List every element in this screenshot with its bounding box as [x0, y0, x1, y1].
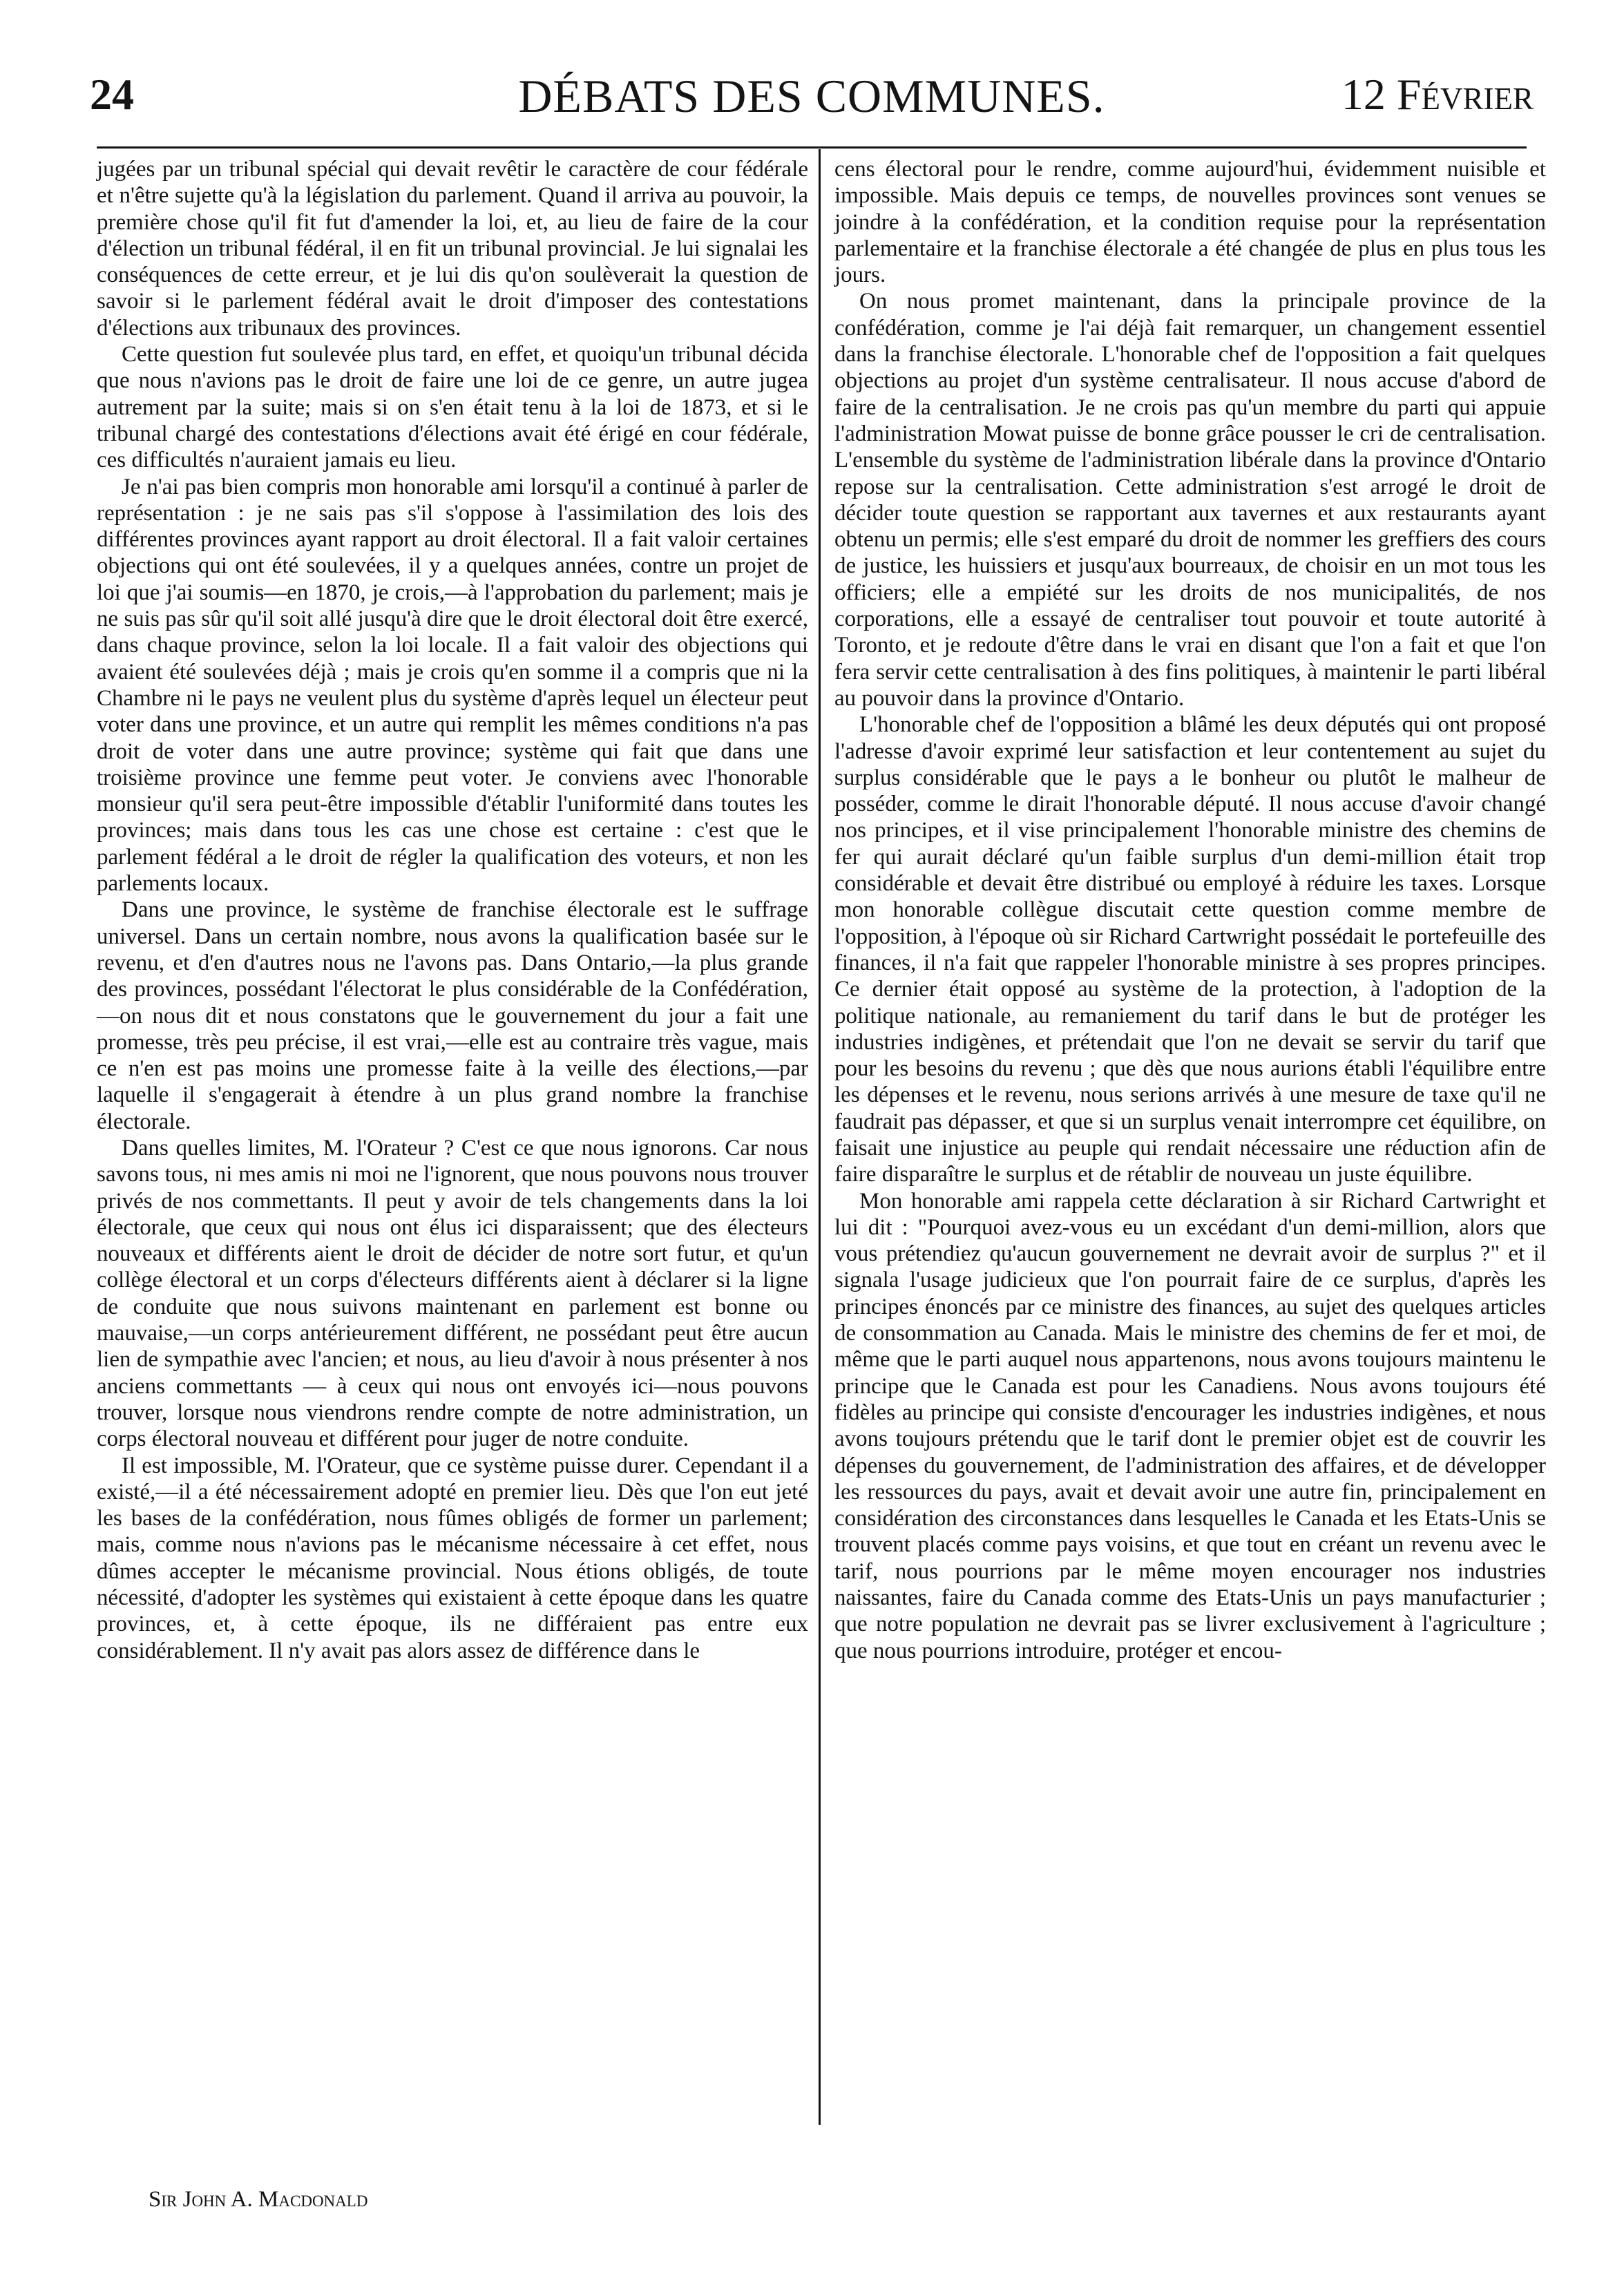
paragraph: Mon honorable ami rappela cette déclaration à sir Richard Cartwright et lui dit : "Pourquoi avez-vous eu un excédant d'un demi-million, alors que vous prétendiez qu'aucun gouvernement ne devrait avoir de surplus ?" et il signala l'usage judicieux que l'on pourrait faire de ce surplus, d'après les principes énoncés par ce ministre des finances, au sujet des quelques articles de consommation au Canada. Mais le ministre des chemins de fer et moi, de même que le parti auquel nous appartenons, nous avons toujours maintenu le principe que le Canada est pour les Canadiens. Nous avons toujours été fidèles au principe qui consiste d'encourager les industries indigènes, et nous avons toujours prétendu que le tarif dont le premier objet est de couvrir les dépenses du gouvernement, de l'administration des affaires, et de développer les ressources du pays, avait et devait avoir une autre fin, principalement en considération des circonstances dans lesquelles le Canada et les Etats-Unis se trouvent placés comme pays voisins, et que tout en créant un revenu avec le tarif, nous pourrions par le même moyen encourager nos industries naissantes, faire du Canada comme des Etats-Unis un pays manufacturier ; que notre population ne devrait pas se livrer exclusivement à l'agriculture ; que nous pourrions introduire, protéger et encou- [834, 1188, 1546, 1663]
paragraph: Il est impossible, M. l'Orateur, que ce système puisse durer. Cependant il a existé,—il a été nécessairement adopté en premier lieu. Dès que l'on eut jeté les bases de la confédération, nous fûmes obligés de former un parlement; mais, comme nous n'avions pas le mécanisme nécessaire à cet effet, nous dûmes accepter le mécanisme provincial. Nous étions obligés, de toute nécessité, d'adopter les systèmes qui existaient à cette époque dans les quatre provinces, et, à cette époque, ils ne différaient pas entre eux considérablement. Il n'y avait pas alors assez de différence dans le [97, 1453, 808, 1663]
paragraph: Dans une province, le système de franchise électorale est le suffrage universel. Dans un certain nombre, nous avons la qualification basée sur le revenu, et d'en d'autres nous ne l'avons pas. Dans Ontario,—la plus grande des provinces, possédant l'électorat le plus considérable de la Confédération,—on nous dit et nous constatons que le gouvernement du jour a fait une promesse, très peu précise, il est vrai,—elle est au contraire très vague, mais ce n'en est pas moins une promesse faite à la veille des élections,—par laquelle il s'engagerait à étendre à un plus grand nombre la franchise électorale. [97, 897, 808, 1134]
paragraph: L'honorable chef de l'opposition a blâmé les deux députés qui ont proposé l'adresse d'avoir exprimé leur satisfaction et leur contentement au sujet du surplus considérable que le pays a le bonheur ou plutôt le malheur de posséder, comme le dirait l'honorable député. Il nous accuse d'avoir changé nos principes, et il vise principalement l'honorable ministre des chemins de fer qui aurait déclaré qu'un faible surplus d'un demi-million était trop considérable et devait être distribué ou employé à réduire les taxes. Lorsque mon honorable collègue discutait cette question comme membre de l'opposition, à l'époque où sir Richard Cartwright possédait le portefeuille des finances, il n'a fait que rappeler l'honorable ministre à ses propres principes. Ce dernier était opposé au système de la protection, à l'adoption de la politique nationale, au remaniement du tarif dans le but de protéger les industries indigènes, et prétendait que l'on ne devait se servir du tarif que pour les besoins du revenu ; que dès que nous aurions établi l'équilibre entre les dépenses et le revenu, nous serions arrivés à une mesure de taxe qu'il ne faudrait pas dépasser, et que si un surplus venait interrompre cet équilibre, on faisait une injustice au peuple qui rendait nécessaire une réduction afin de faire disparaître le surplus et de rétablir de nouveau un juste équilibre. [834, 712, 1546, 1187]
running-title: DÉBATS DES COMMUNES. [518, 70, 1105, 122]
paragraph: Cette question fut soulevée plus tard, en effet, et quoiqu'un tribunal décida que nous n'avions pas le droit de faire une loi de ce genre, un autre jugea autrement par la suite; mais si on s'en était tenu à la loi de 1873, et si le tribunal chargé des contestations d'élections avait été érigé en cour fédérale, ces difficultés n'auraient jamais eu lieu. [97, 342, 808, 473]
paragraph: Je n'ai pas bien compris mon honorable ami lorsqu'il a continué à parler de représentation : je ne sais pas s'il s'oppose à l'assimilation des lois des différentes provinces ayant rapport au droit électoral. Il a fait valoir certaines objections qui ont été soulevées, il y a quelques années, contre un projet de loi que j'ai soumis—en 1870, je crois,—à l'approbation du parlement; mais je ne suis pas sûr qu'il soit allé jusqu'à dire que le droit électoral doit être exercé, dans chaque province, selon la loi locale. Il a fait valoir des objections qui avaient été soulevées déjà ; mais je crois qu'en somme il a compris que ni la Chambre ni le pays ne veulent plus du système d'après lequel un électeur peut voter dans une province, et un autre qui remplit les mêmes conditions n'a pas droit de voter dans une autre province; système qui fait que dans une troisième province une femme peut voter. Je conviens avec l'honorable monsieur qu'il sera peut-être impossible d'établir l'uniformité dans toutes les provinces; mais dans tous les cas une chose est certaine : c'est que le parlement fédéral a le droit de régler la qualification des voteurs, et non les parlements locaux. [97, 474, 808, 897]
right-column [834, 156, 1546, 1664]
header-rule [97, 146, 1527, 149]
paragraph: On nous promet maintenant, dans la principale province de la confédération, comme je l'ai déjà fait remarquer, un changement essentiel dans la franchise électorale. L'honorable chef de l'opposition a fait quelques objections au projet d'un système centralisateur. Il nous accuse d'abord de faire de la centralisation. Je ne crois pas qu'un membre du parti qui appuie l'administration Mowat puisse de bonne grâce pousser le cri de centralisation. L'ensemble du système de l'administration libérale dans la province d'Ontario repose sur la centralisation. Cette administration s'est arrogé le droit de décider toute question se rapportant aux tavernes et aux restaurants ayant obtenu un permis; elle s'est emparé du droit de nommer les greffiers des cours de justice, les huissiers et jusqu'aux bourreaux, de choisir en un mot tous les officiers; elle a empiété sur les droits de nos municipalités, de nos corporations, elle a essayé de centraliser tout pouvoir et toute autorité à Toronto, et je redoute d'être dans le vrai en disant que l'on a fait et que l'on fera servir cette centralisation à des fins politiques, à maintenir le parti libéral au pouvoir dans la province d'Ontario. [834, 289, 1546, 711]
column-divider [819, 149, 821, 2125]
page-number: 24 [90, 70, 134, 119]
running-date: 12 Février [1341, 70, 1534, 119]
paragraph: jugées par un tribunal spécial qui devait revêtir le caractère de cour fédérale et n'être sujette qu'à la législation du parlement. Quand il arriva au pouvoir, la première chose qu'il fit fut d'amender la loi, et, au lieu de faire de la cour d'élection un tribunal fédéral, il en fit un tribunal provincial. Je lui signalai les conséquences de cette erreur, et je lui dis qu'on soulèverait la question de savoir si le parlement fédéral avait le droit d'imposer des contestations d'élections aux tribunaux des provinces. [97, 157, 808, 341]
left-column [97, 156, 808, 1664]
running-header [90, 69, 1534, 124]
paragraph: cens électoral pour le rendre, comme aujourd'hui, évidemment nuisible et impossible. Mais depuis ce temps, de nouvelles provinces sont venues se joindre à la confédération, et la condition requise pour la représentation parlementaire et la franchise électorale a été changée de plus en plus tous les jours. [834, 157, 1546, 288]
paragraph: Dans quelles limites, M. l'Orateur ? C'est ce que nous ignorons. Car nous savons tous, ni mes amis ni moi ne l'ignorent, que nous pouvons nous trouver privés de nos commettants. Il peut y avoir de tels changements dans la loi électorale, que ceux qui nous ont élus ici disparaissent; que des électeurs nouveaux et différents aient le droit de décider de notre sort futur, et qu'un collège électoral et un corps d'électeurs différents aient à déclarer si la ligne de conduite que nous suivons maintenant en parlement est bonne ou mauvaise,—un corps antérieurement différent, ne possédant peut être aucun lien de sympathie avec l'ancien; et nous, au lieu d'avoir à nous présenter à nos anciens commettants — à ceux qui nous ont envoyés ici—nous pouvons trouver, lorsque nous viendrons rendre compte de notre administration, un corps électoral nouveau et différent pour juger de notre conduite. [97, 1135, 808, 1452]
speaker-signature: Sir John A. Macdonald [149, 2187, 368, 2212]
